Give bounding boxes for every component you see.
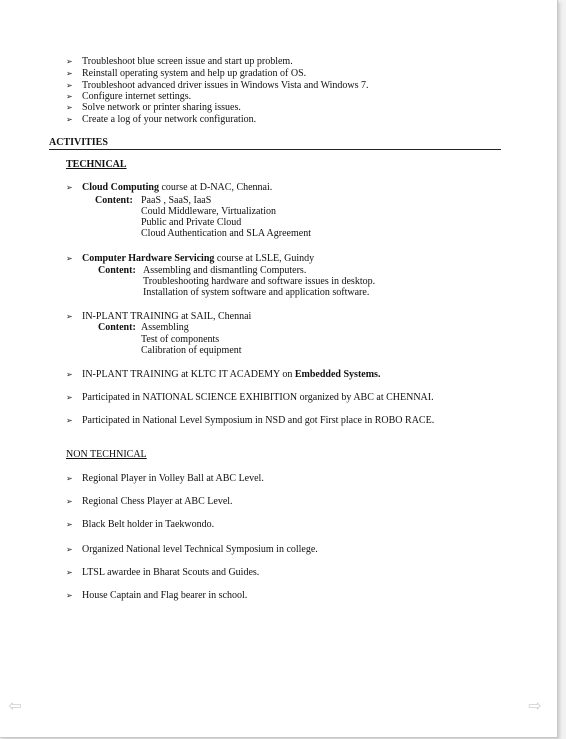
- arrowhead-bullet-icon: ➢: [66, 69, 73, 78]
- content-item: Assembling: [141, 322, 189, 333]
- arrowhead-bullet-icon: ➢: [66, 183, 73, 192]
- content-item: Installation of system software and application software.: [143, 287, 370, 298]
- subsection-heading-technical: TECHNICAL: [66, 159, 127, 170]
- section-heading-activities: ACTIVITIES: [49, 137, 501, 150]
- content-item: Public and Private Cloud: [141, 217, 242, 228]
- content-item: PaaS , SaaS, IaaS: [141, 195, 212, 206]
- arrowhead-bullet-icon: ➢: [66, 57, 73, 66]
- arrowhead-bullet-icon: ➢: [66, 81, 73, 90]
- arrowhead-bullet-icon: ➢: [66, 254, 73, 263]
- arrowhead-bullet-icon: ➢: [66, 312, 73, 321]
- arrowhead-bullet-icon: ➢: [66, 497, 73, 506]
- content-item: Calibration of equipment: [141, 345, 242, 356]
- content-label: Content:: [98, 265, 136, 276]
- arrowhead-bullet-icon: ➢: [66, 370, 73, 379]
- arrowhead-bullet-icon: ➢: [66, 393, 73, 402]
- arrowhead-bullet-icon: ➢: [66, 545, 73, 554]
- content-item: Could Middleware, Virtualization: [141, 206, 277, 217]
- content-item: Test of components: [141, 334, 220, 345]
- arrowhead-bullet-icon: ➢: [66, 591, 73, 600]
- content-label: Content:: [98, 322, 136, 333]
- arrowhead-bullet-icon: ➢: [66, 92, 73, 101]
- arrowhead-bullet-icon: ➢: [66, 115, 73, 124]
- content-label: Content:: [95, 195, 133, 206]
- arrowhead-bullet-icon: ➢: [66, 474, 73, 483]
- arrowhead-bullet-icon: ➢: [66, 568, 73, 577]
- content-item: Assembling and dismantling Computers.: [143, 265, 307, 276]
- arrowhead-bullet-icon: ➢: [66, 103, 73, 112]
- arrow-left-icon[interactable]: ⇦: [8, 696, 22, 715]
- content-item: Cloud Authentication and SLA Agreement: [141, 228, 311, 239]
- arrowhead-bullet-icon: ➢: [66, 416, 73, 425]
- arrow-right-icon[interactable]: ⇨: [528, 696, 542, 715]
- arrowhead-bullet-icon: ➢: [66, 520, 73, 529]
- subsection-heading-non-technical: NON TECHNICAL: [66, 449, 147, 460]
- document-page: ➢ Troubleshoot blue screen issue and start up problem. ➢ Reinstall operating system and help up gradation of OS. ➢ Troubleshoot advanced driver issues in Windows Vista and Windows 7. ➢ Configure internet settings. ➢ Solve network or printer sharing issues. ➢ Create a log of your network configuration. ACTIVITIES TECHNICAL ➢ Cloud Computing course at D-NAC, Chennai. Content: PaaS , SaaS, IaaS Could Middleware, Virtualization Public and Private Cloud Cloud Authentication and SLA Agreement ➢ Computer Hardware Servicing course at LSLE, Guindy Content: Assembling and dismantling Computers. Troubleshooting hardware and software issues in desktop. Installation of system software and application software. ➢ IN-PLANT TRAINING at SAIL, Chennai Content: Assembling Test of components Calibration of equipment ➢ IN-PLANT TRAINING at KLTC IT ACADEMY on Embedded Systems. ➢ Participated in NATIONAL SCIENCE EXHIBITION organized by ABC at CHENNAI. ➢ Participated in National Level Symposium in NSD and got First place in ROBO RACE. NON TECHNICAL ➢ Regional Player in Volley Ball at ABC Level. ➢ Regional Chess Player at ABC Level. ➢ Black Belt holder in Taekwondo. ➢ Organized National level Technical Symposium in college. ➢ LTSL awardee in Bharat Scouts and Guides. ➢ House Captain and Flag bearer in school.: [0, 0, 558, 738]
- content-item: Troubleshooting hardware and software issues in desktop.: [143, 276, 376, 287]
